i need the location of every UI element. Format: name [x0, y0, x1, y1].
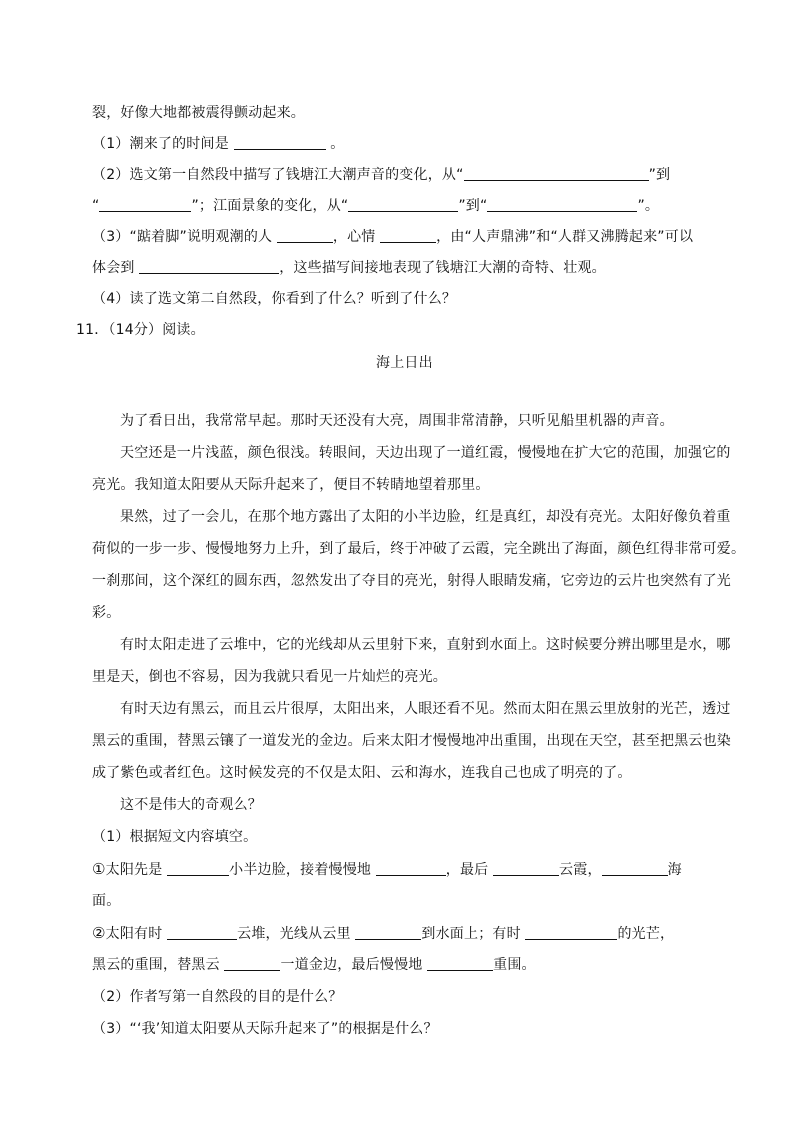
prev-q3-line2 [92, 259, 606, 277]
prev-q2-text: ”到“ [458, 198, 488, 214]
fill-text: 云霞， [559, 862, 602, 878]
answer-blank[interactable] [99, 197, 191, 212]
prev-q4: （4）读了选文第二自然段，你看到了什么？听到了什么？ [92, 291, 457, 307]
passage-paragraph-2-line: 天空还是一片浅蓝，颜色很浅。转眼间，天边出现了一道红霞，慢慢地在扩大它的范围，加强它的 [120, 445, 731, 461]
passage-paragraph-3-line: 荷似的一步一步、慢慢地努力上升，到了最后，终于冲破了云霞，完全跳出了海面，颜色红得非常可爱。 [92, 541, 746, 557]
passage-paragraph-6: 这不是伟大的奇观么？ [120, 797, 262, 813]
prev-q2-line2 [92, 197, 659, 215]
prev-q3-text: （3）“踮着脚”说明观潮的人 [92, 229, 273, 245]
fill-text: 太阳有时 [105, 926, 163, 942]
answer-blank[interactable] [139, 259, 279, 274]
passage-paragraph-4-line: 有时太阳走进了云堆中，它的光线却从云里射下来，直射到水面上。这时候要分辨出哪里是水，哪 [120, 637, 731, 653]
answer-blank[interactable] [493, 861, 559, 876]
q11-sub2: （2）作者写第一自然段的目的是什么？ [92, 989, 343, 1005]
fill-text: 海 [667, 862, 682, 878]
prev-q3-text: ，由“人声鼎沸”和“人群又沸腾起来”可以 [436, 229, 694, 245]
q11-sub1-label: （1）根据短文内容填空。 [92, 829, 258, 845]
q11-sub1-item1-line2: 面。 [92, 893, 121, 909]
answer-blank[interactable] [167, 925, 237, 940]
circled-number-2: ② [92, 924, 106, 942]
prev-q1-text: （1）潮来了的时间是 [92, 136, 229, 152]
prev-q2-text: “ [92, 198, 100, 214]
answer-blank[interactable] [376, 861, 446, 876]
prev-q1-end: 。 [330, 136, 345, 152]
q11-sub3: （3）“‘我’知道太阳要从天际升起来了”的根据是什么？ [92, 1021, 438, 1037]
answer-blank[interactable] [277, 228, 333, 243]
fill-text: 小半边脸，接着慢慢地 [229, 862, 372, 878]
prev-q1 [92, 135, 344, 153]
prev-q2-text: ”。 [637, 198, 660, 214]
prev-q2-text: ”到 [648, 167, 671, 183]
passage-paragraph-2-line: 亮光。我知道太阳要从天际升起来了，便目不转睛地望着那里。 [92, 477, 490, 493]
fill-text: 黑云的重围，替黑云 [92, 957, 220, 973]
passage-paragraph-3-line: 一刹那间，这个深红的圆东西，忽然发出了夺目的亮光，射得人眼睛发痛，它旁边的云片也突然有了光 [92, 573, 731, 589]
passage-paragraph-1: 为了看日出，我常常早起。那时天还没有大亮，周围非常清静，只听见船里机器的声音。 [120, 413, 674, 429]
answer-blank[interactable] [602, 861, 668, 876]
answer-blank[interactable] [167, 861, 229, 876]
fill-text: 云堆，光线从云里 [237, 926, 351, 942]
passage-paragraph-5-line: 成了紫色或者红色。这时候发亮的不仅是太阳、云和海水，连我自己也成了明亮的了。 [92, 765, 632, 781]
q11-sub1-item2-line1 [92, 924, 674, 943]
prev-q2-text: （2）选文第一自然段中描写了钱塘江大潮声音的变化，从“ [92, 167, 464, 183]
fill-text: 的光芒， [617, 926, 675, 942]
prev-q3-text: ，心情 [332, 229, 376, 245]
answer-blank[interactable] [487, 197, 637, 212]
q11-sub1-item1-line1 [92, 860, 682, 879]
prev-q2-line1 [92, 166, 670, 184]
passage-title: 海上日出 [376, 355, 433, 371]
answer-blank[interactable] [234, 135, 326, 150]
fill-text: 到水面上；有时 [421, 926, 521, 942]
prev-q2-text: ”；江面景象的变化，从“ [191, 198, 349, 214]
prev-q3-text: 体会到 [92, 260, 135, 276]
fill-text: 重围。 [493, 957, 536, 973]
passage-paragraph-3-line: 果然，过了一会儿，在那个地方露出了太阳的小半边脸，红是真红，却没有亮光。太阳好像负着重 [120, 509, 731, 525]
answer-blank[interactable] [464, 166, 649, 181]
answer-blank[interactable] [348, 197, 458, 212]
q11-sub1-item2-line2 [92, 956, 536, 974]
prev-q3-line1 [92, 228, 693, 246]
fill-text: 太阳先是 [105, 862, 163, 878]
answer-blank[interactable] [525, 925, 617, 940]
prev-passage-continuation: 裂，好像大地都被震得颤动起来。 [92, 105, 305, 121]
passage-paragraph-5-line: 有时天边有黑云，而且云片很厚，太阳出来，人眼还看不见。然而太阳在黑云里放射的光芒，透过 [120, 701, 731, 717]
fill-text: ，最后 [445, 862, 489, 878]
circled-number-1: ① [92, 860, 106, 878]
question-11-header: 11．（14分）阅读。 [76, 322, 205, 338]
answer-blank[interactable] [380, 228, 436, 243]
answer-blank[interactable] [224, 956, 280, 971]
passage-paragraph-4-line: 里是天，倒也不容易，因为我就只看见一片灿烂的亮光。 [92, 669, 447, 685]
answer-blank[interactable] [355, 925, 421, 940]
prev-q3-text: ，这些描写间接地表现了钱塘江大潮的奇特、壮观。 [279, 260, 606, 276]
passage-paragraph-5-line: 黑云的重围，替黑云镶了一道发光的金边。后来太阳才慢慢地冲出重围，出现在天空，甚至把黑云也染 [92, 733, 731, 749]
passage-paragraph-3-line: 彩。 [92, 605, 121, 621]
fill-text: 一道金边，最后慢慢地 [280, 957, 423, 973]
answer-blank[interactable] [427, 956, 493, 971]
